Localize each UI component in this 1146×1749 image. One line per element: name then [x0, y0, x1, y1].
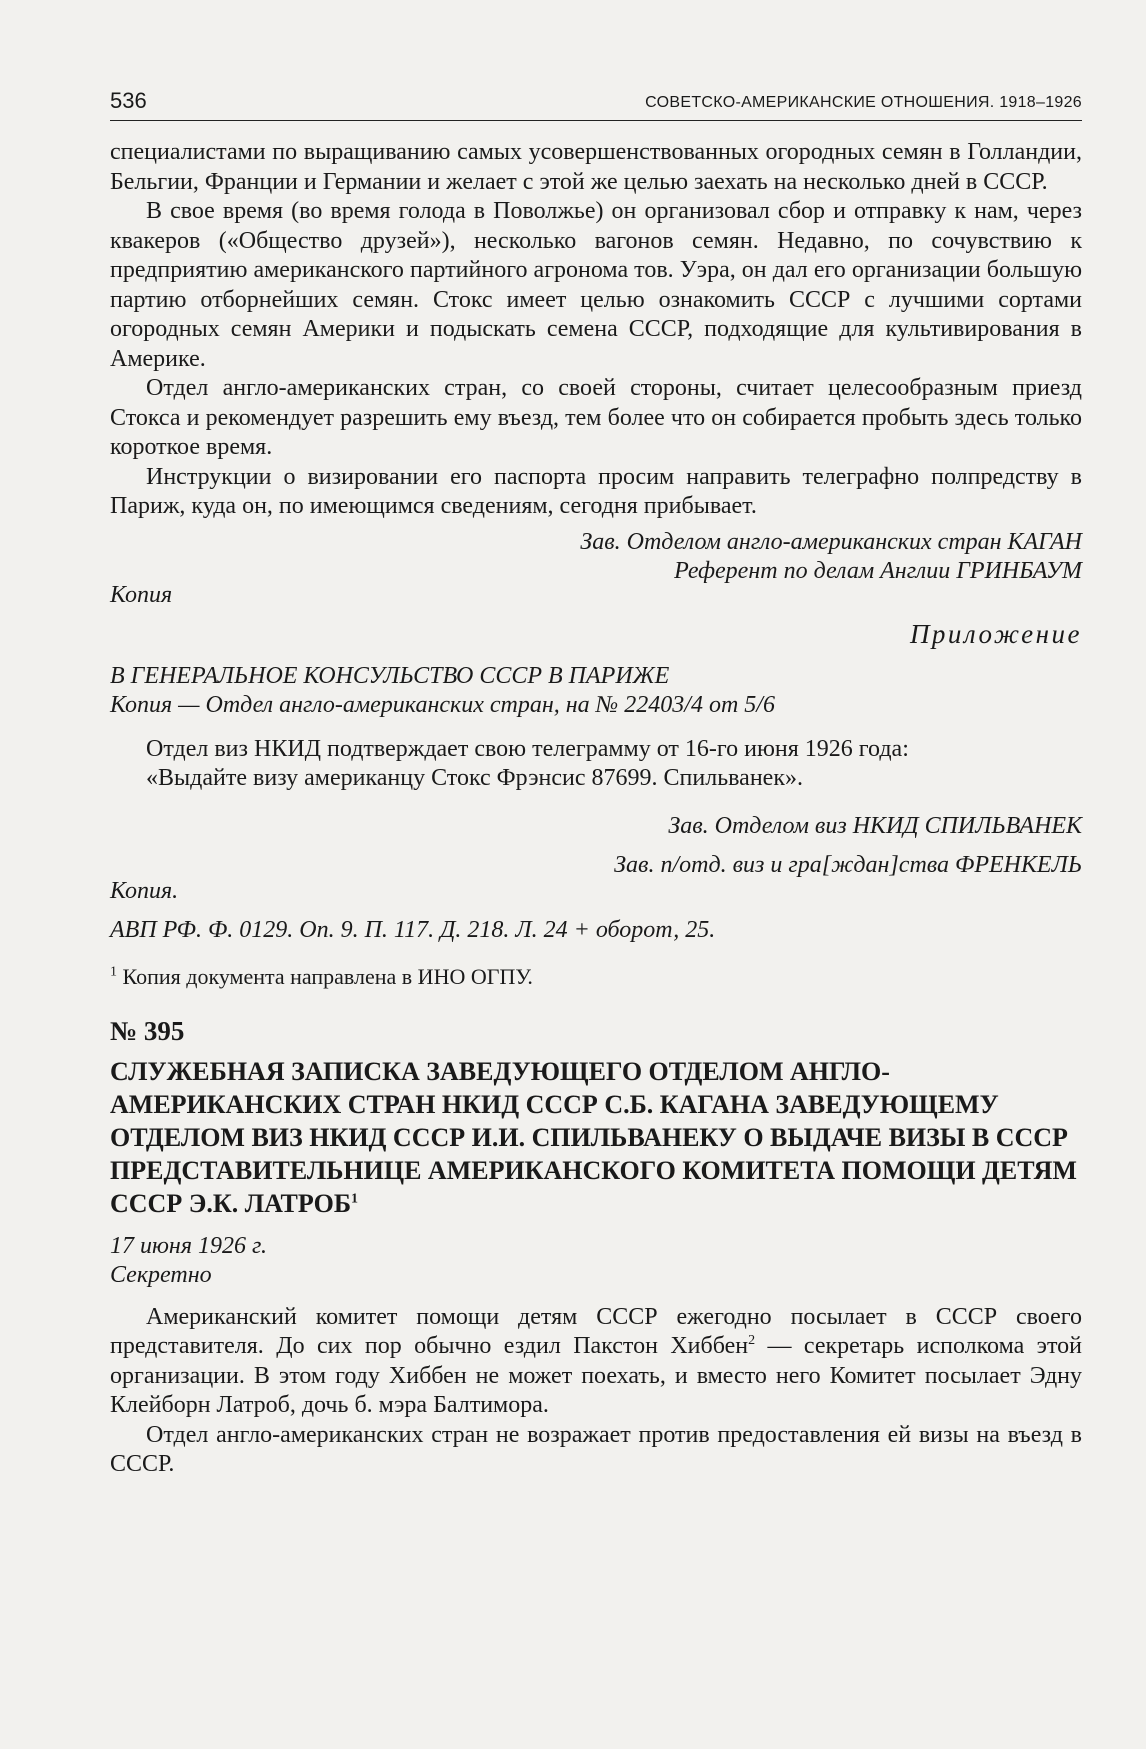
copy-label: Копия: [110, 581, 173, 608]
running-title: СОВЕТСКО-АМЕРИКАНСКИЕ ОТНОШЕНИЯ. 1918–1926: [645, 94, 1082, 111]
telegram-quote: «Выдайте визу американцу Стокс Фрэнсис 87699. Спильванек».: [146, 765, 803, 791]
footnote-mark: 1: [351, 1190, 359, 1206]
archive-reference: АВП РФ. Ф. 0129. Оп. 9. П. 117. Д. 218. Л. 24 + оборот, 25.: [110, 917, 716, 943]
page-header: [110, 88, 1082, 121]
paragraph: Инструкции о визировании его паспорта просим направить телеграфно полпредству в Париж, куда он, по имеющимся сведениям, сегодня прибывает.: [110, 463, 1082, 519]
paragraph-text: Американский комитет помощи детям СССР ежегодно посылает в СССР своего представителя. До сих пор обычно ездил Пакстон Хиббен: [110, 1303, 1082, 1359]
document-title-text: СЛУЖЕБНАЯ ЗАПИСКА ЗАВЕДУЮЩЕГО ОТДЕЛОМ АНГЛО-АМЕРИКАНСКИХ СТРАН НКИД СССР С.Б. КАГАНА ЗАВЕДУЮЩЕМУ ОТДЕЛОМ ВИЗ НКИД СССР И.И. СПИЛЬВАНЕКУ О ВЫДАЧЕ ВИЗЫ В СССР ПРЕДСТАВИТЕЛЬНИЦЕ АМЕРИКАНСКОГО КОМИТЕТА ПОМОЩИ ДЕТЯМ СССР Э.К. ЛАТРОБ: [110, 1056, 1077, 1218]
copy-label: Копия.: [110, 877, 179, 904]
page-number: 536: [110, 88, 147, 113]
footnote-mark: 2: [748, 1333, 756, 1348]
signature-grinbaum: Референт по делам Англии ГРИНБАУМ: [674, 558, 1082, 584]
footnote: [110, 962, 1082, 992]
document-date: 17 июня 1926 г.: [110, 1232, 268, 1259]
signature-frenkel: Зав. п/отд. виз и гра[ждан]ства ФРЕНКЕЛЬ: [614, 852, 1082, 878]
classification: Секретно: [110, 1262, 212, 1288]
appendix-subtitle: Копия — Отдел англо-американских стран, на № 22403/4 от 5/6: [110, 692, 775, 718]
paragraph-text: — секретарь исполкома этой организации. В этом году Хиббен не может поехать, и вместо него Комитет посылает Эдну Клейборн Латроб, дочь б. мэра Балтимора.: [110, 1333, 1082, 1418]
signature-spilvanek: Зав. Отделом виз НКИД СПИЛЬВАНЕК: [668, 812, 1082, 839]
paragraph: [110, 1303, 1082, 1421]
telegram-text: [110, 735, 1082, 794]
paragraph: Отдел англо-американских стран, со своей стороны, считает целесообразным приезд Стокса и рекомендует разрешить ему въезд, тем более что он собирается пробыть здесь только короткое время.: [110, 375, 1082, 460]
signature-kagan: Зав. Отделом англо-американских стран КАГАН: [580, 528, 1082, 555]
paragraph: В свое время (во время голода в Поволжье) он организовал сбор и отправку к нам, через квакеров («Общество друзей»), несколько вагонов семян. Недавно, по сочувствию к предприятию американского партийного агронома тов. Уэра, он дал его организации большую партию отборнейших семян. Стокс имеет целью ознакомить СССР с лучшими сортами огородных семян Америки и подыскать семена СССР, подходящие для культивирования в Америке.: [110, 198, 1082, 372]
page-body: [110, 138, 1082, 1480]
footnote-mark: 1: [110, 964, 117, 980]
telegram-line: Отдел виз НКИД подтверждает свою телеграмму от 16-го июня 1926 года:: [146, 735, 909, 762]
paragraph-continuation: специалистами по выращиванию самых усовершенствованных огородных семян в Голландии, Бельгии, Франции и Германии и желает с этой же целью заехать на несколько дней в СССР.: [110, 139, 1082, 195]
document-title: [110, 1055, 1082, 1220]
appendix-address: В ГЕНЕРАЛЬНОЕ КОНСУЛЬСТВО СССР В ПАРИЖЕ: [110, 662, 670, 689]
footnote-text: Копия документа направлена в ИНО ОГПУ.: [122, 963, 533, 989]
paragraph: Отдел англо-американских стран не возражает против предоставления ей визы на въезд в СССР.: [110, 1421, 1082, 1477]
document-number: № 395: [110, 1016, 185, 1046]
appendix-label: Приложение: [909, 619, 1082, 649]
